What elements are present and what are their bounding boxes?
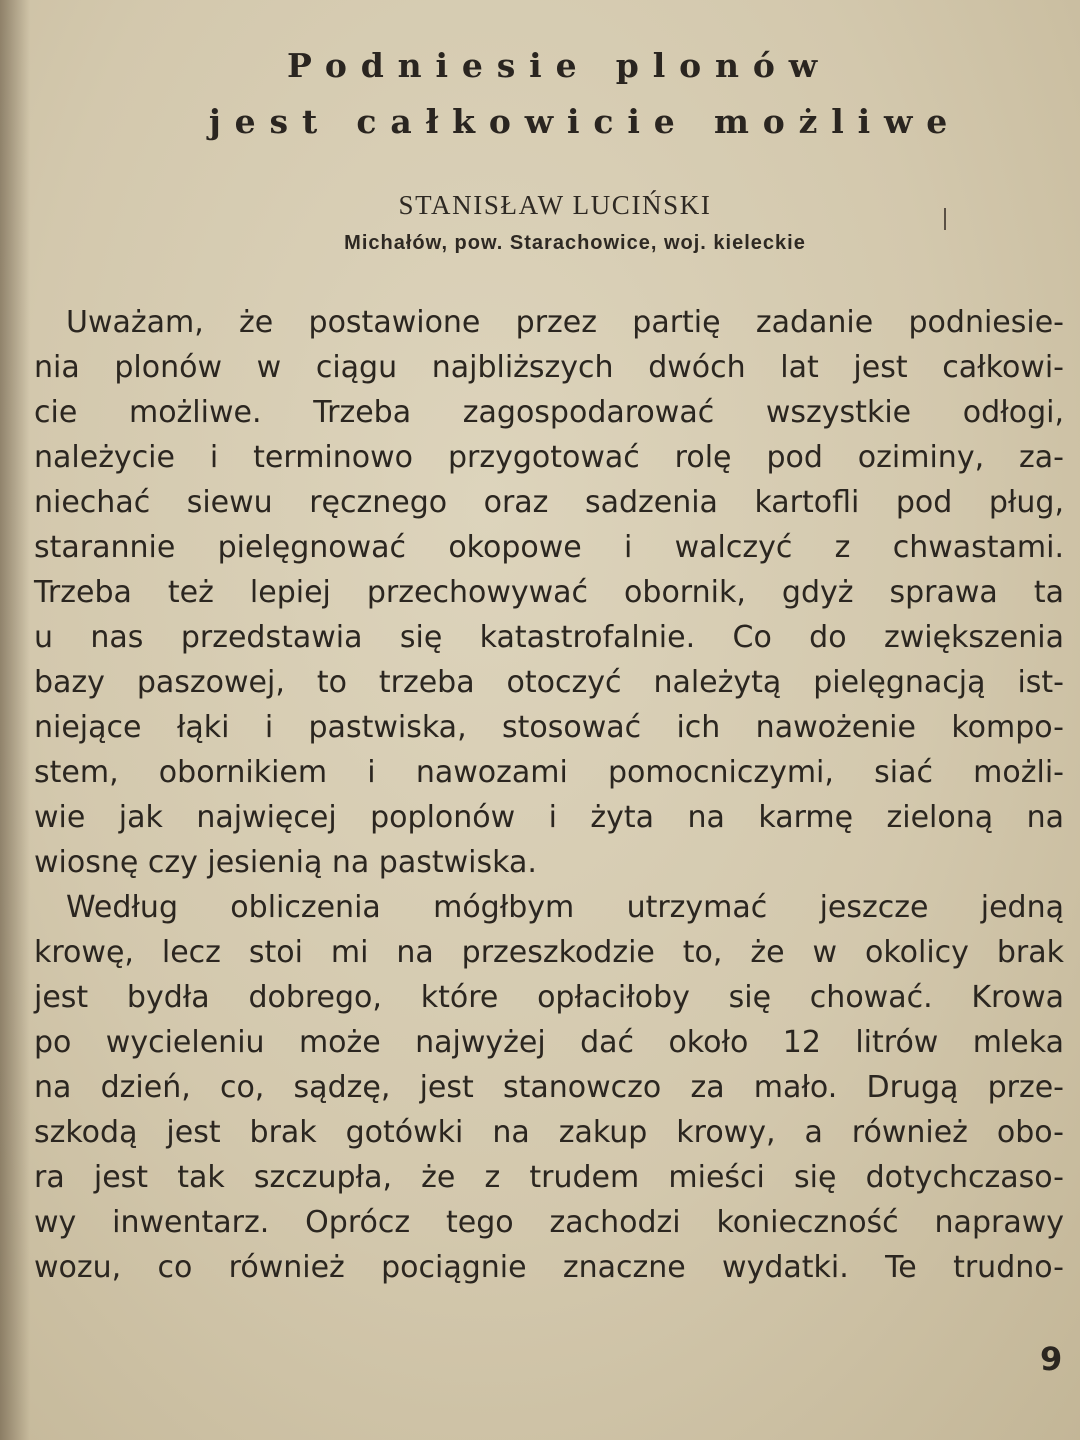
paragraph-1 xyxy=(34,300,1064,885)
text-line: wiosnę czy jesienią na pastwiska. xyxy=(34,845,537,880)
paragraph-2 xyxy=(34,885,1064,1290)
article-title xyxy=(0,38,1080,150)
text-line: nia plonów w ciągu najbliższych dwóch lat jest całkowi- xyxy=(34,350,1064,385)
page-number: 9 xyxy=(1040,1340,1063,1378)
article-body xyxy=(34,300,1064,1290)
text-line: Trzeba też lepiej przechowywać obornik, gdyż sprawa ta xyxy=(34,575,1064,610)
author-name: STANISŁAW LUCIŃSKI xyxy=(398,190,712,220)
text-line: u nas przedstawia się katastrofalnie. Co do zwiększenia xyxy=(34,620,1064,655)
text-line: wie jak najwięcej poplonów i żyta na karmę zieloną na xyxy=(34,800,1064,835)
text-line: ra jest tak szczupła, że z trudem mieści się dotychczaso- xyxy=(34,1160,1064,1195)
author-location: Michałów, pow. Starachowice, woj. kieleckie xyxy=(344,232,806,254)
article-title-line-2: jest całkowicie możliwe xyxy=(208,102,962,141)
text-line: wozu, co również pociągnie znaczne wydatki. Te trudno- xyxy=(34,1250,1064,1285)
text-line: szkodą jest brak gotówki na zakup krowy, a również obo- xyxy=(34,1115,1064,1150)
article-title-line-1: Podniesie plonów xyxy=(287,46,831,85)
text-line: stem, obornikiem i nawozami pomocniczymi, siać możli- xyxy=(34,755,1064,790)
text-line: bazy paszowej, to trzeba otoczyć należytą pielęgnacją ist- xyxy=(34,665,1064,700)
text-line: niejące łąki i pastwiska, stosować ich nawożenie kompo- xyxy=(34,710,1064,745)
text-line: wy inwentarz. Oprócz tego zachodzi konieczność naprawy xyxy=(34,1205,1064,1240)
text-line: cie możliwe. Trzeba zagospodarować wszystkie odłogi, xyxy=(34,395,1064,430)
text-line: jest bydła dobrego, które opłaciłoby się chować. Krowa xyxy=(34,980,1064,1015)
text-line: krowę, lecz stoi mi na przeszkodzie to, że w okolicy brak xyxy=(34,935,1064,970)
text-line: po wycieleniu może najwyżej dać około 12 litrów mleka xyxy=(34,1025,1064,1060)
text-line: Uważam, że postawione przez partię zadanie podniesie- xyxy=(66,305,1064,340)
text-line: należycie i terminowo przygotować rolę pod oziminy, za- xyxy=(34,440,1064,475)
text-line: starannie pielęgnować okopowe i walczyć z chwastami. xyxy=(34,530,1064,565)
text-line: Według obliczenia mógłbym utrzymać jeszcze jedną xyxy=(66,890,1064,925)
text-line: na dzień, co, sądzę, jest stanowczo za mało. Drugą prze- xyxy=(34,1070,1064,1105)
text-line: niechać siewu ręcznego oraz sadzenia kartofli pod pług, xyxy=(34,485,1064,520)
